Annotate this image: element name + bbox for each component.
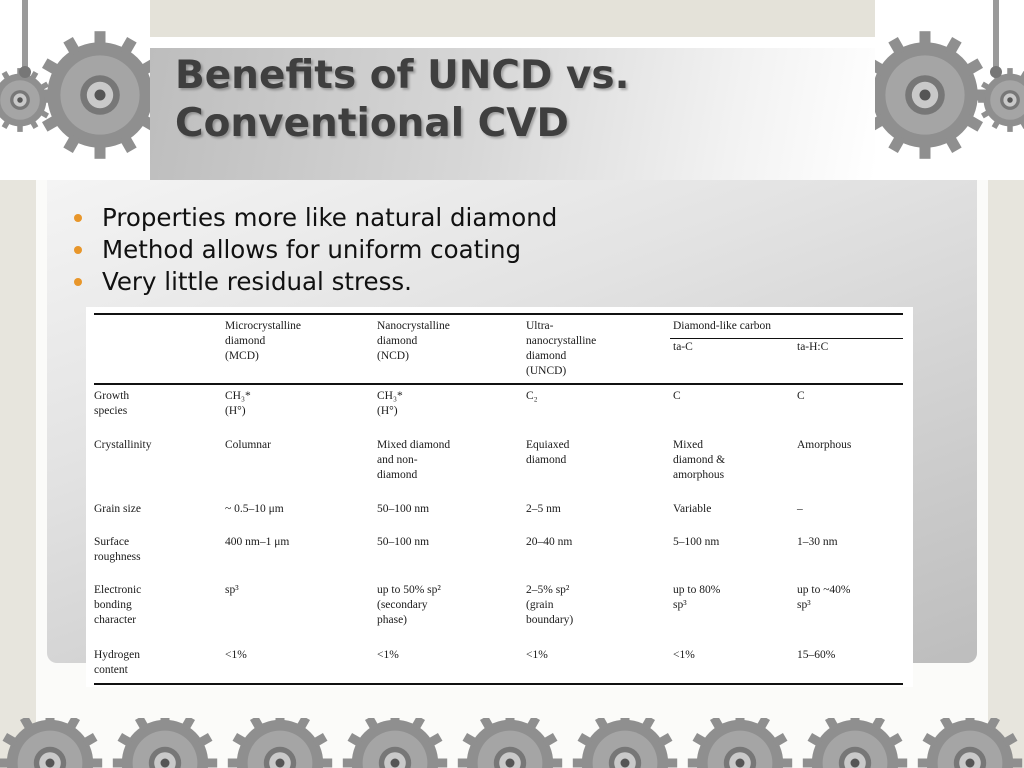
table-row-label: Growth species bbox=[94, 390, 130, 417]
table-cell: CH₃* (H°) bbox=[225, 390, 251, 417]
table-row-label: Crystallinity bbox=[94, 439, 152, 451]
gear-icon bbox=[343, 718, 447, 768]
bullet-icon bbox=[74, 214, 82, 222]
table-cell: CH₃* (H°) bbox=[377, 390, 403, 417]
gear-cluster-left bbox=[0, 0, 150, 180]
lever-arm-icon bbox=[993, 0, 999, 72]
gear-icon bbox=[36, 31, 150, 159]
table-group-header: Diamond-like carbon bbox=[673, 320, 772, 332]
bullet-text: Properties more like natural diamond bbox=[102, 203, 558, 232]
table-column-header: ta-C bbox=[673, 341, 693, 353]
table-cell: 50–100 nm bbox=[377, 503, 430, 515]
table-rule-bottom bbox=[94, 683, 903, 685]
gear-icon bbox=[803, 718, 907, 768]
table-row-label: Hydrogen content bbox=[94, 649, 140, 676]
table-cell: 1–30 nm bbox=[797, 536, 838, 548]
comparison-table bbox=[86, 307, 913, 687]
gear-row-bottom bbox=[0, 718, 1024, 768]
gear-icon bbox=[918, 718, 1022, 768]
table-column-header: ta-H:C bbox=[797, 341, 829, 353]
table-column-header: Nanocrystalline diamond (NCD) bbox=[377, 320, 450, 362]
table-row-label: Electronic bonding character bbox=[94, 584, 142, 626]
bullet-item bbox=[74, 266, 557, 298]
table-column-header: Microcrystalline diamond (MCD) bbox=[225, 320, 302, 362]
gear-icon bbox=[113, 718, 217, 768]
gear-icon bbox=[573, 718, 677, 768]
table-grid bbox=[86, 307, 913, 687]
table-row-label: Surface roughness bbox=[94, 536, 141, 563]
table-cell: up to 50% sp² (secondary phase) bbox=[377, 584, 441, 626]
bullet-item bbox=[74, 234, 557, 266]
slide-title: Benefits of UNCD vs. Conventional CVD bbox=[175, 53, 630, 146]
gear-icon bbox=[0, 718, 102, 768]
table-cell: 2–5 nm bbox=[526, 503, 561, 515]
table-rule-header bbox=[94, 383, 903, 385]
bullet-item bbox=[74, 202, 557, 234]
title-box bbox=[150, 0, 875, 180]
table-cell: 50–100 nm bbox=[377, 536, 430, 548]
table-cell: <1% bbox=[225, 649, 247, 661]
table-cell: C bbox=[673, 390, 681, 402]
bullet-icon bbox=[74, 278, 82, 286]
table-cell: sp³ bbox=[225, 584, 239, 596]
table-column-header: Ultra- nanocrystalline diamond (UNCD) bbox=[526, 320, 597, 377]
table-cell: <1% bbox=[526, 649, 548, 661]
gear-cluster-right bbox=[875, 0, 1024, 180]
table-cell: ~ 0.5–10 μm bbox=[225, 503, 284, 515]
table-cell: Variable bbox=[673, 503, 712, 515]
table-cell: C bbox=[797, 390, 805, 402]
lever-arm-icon bbox=[22, 0, 28, 72]
table-cell: 2–5% sp² (grain boundary) bbox=[526, 584, 574, 626]
table-cell: <1% bbox=[377, 649, 399, 661]
table-cell: Mixed diamond and non- diamond bbox=[377, 439, 451, 481]
gear-icon bbox=[228, 718, 332, 768]
bullet-text: Very little residual stress. bbox=[102, 267, 412, 296]
table-cell: 400 nm–1 μm bbox=[225, 536, 290, 548]
table-cell: 20–40 nm bbox=[526, 536, 573, 548]
table-cell: up to ~40% sp³ bbox=[797, 584, 851, 611]
bullet-icon bbox=[74, 246, 82, 254]
table-cell: <1% bbox=[673, 649, 695, 661]
table-rule-group bbox=[670, 338, 903, 339]
table-cell: 5–100 nm bbox=[673, 536, 720, 548]
gear-icon bbox=[458, 718, 562, 768]
table-cell: Mixed diamond & amorphous bbox=[673, 439, 726, 481]
table-row-label: Grain size bbox=[94, 503, 141, 515]
gear-icon bbox=[875, 31, 989, 159]
title-strip bbox=[150, 0, 875, 37]
bullet-text: Method allows for uniform coating bbox=[102, 235, 522, 264]
gear-icon bbox=[978, 68, 1024, 132]
gear-icon bbox=[688, 718, 792, 768]
table-cell: Equiaxed diamond bbox=[526, 439, 570, 466]
table-cell: Columnar bbox=[225, 439, 271, 451]
table-cell: 15–60% bbox=[797, 649, 836, 661]
table-cell: up to 80% sp³ bbox=[673, 584, 721, 611]
table-rule-top bbox=[94, 313, 903, 315]
table-cell: Amorphous bbox=[797, 439, 852, 451]
table-cell: – bbox=[797, 503, 803, 515]
bullet-list bbox=[74, 202, 557, 298]
table-cell: C₂ bbox=[526, 390, 538, 402]
